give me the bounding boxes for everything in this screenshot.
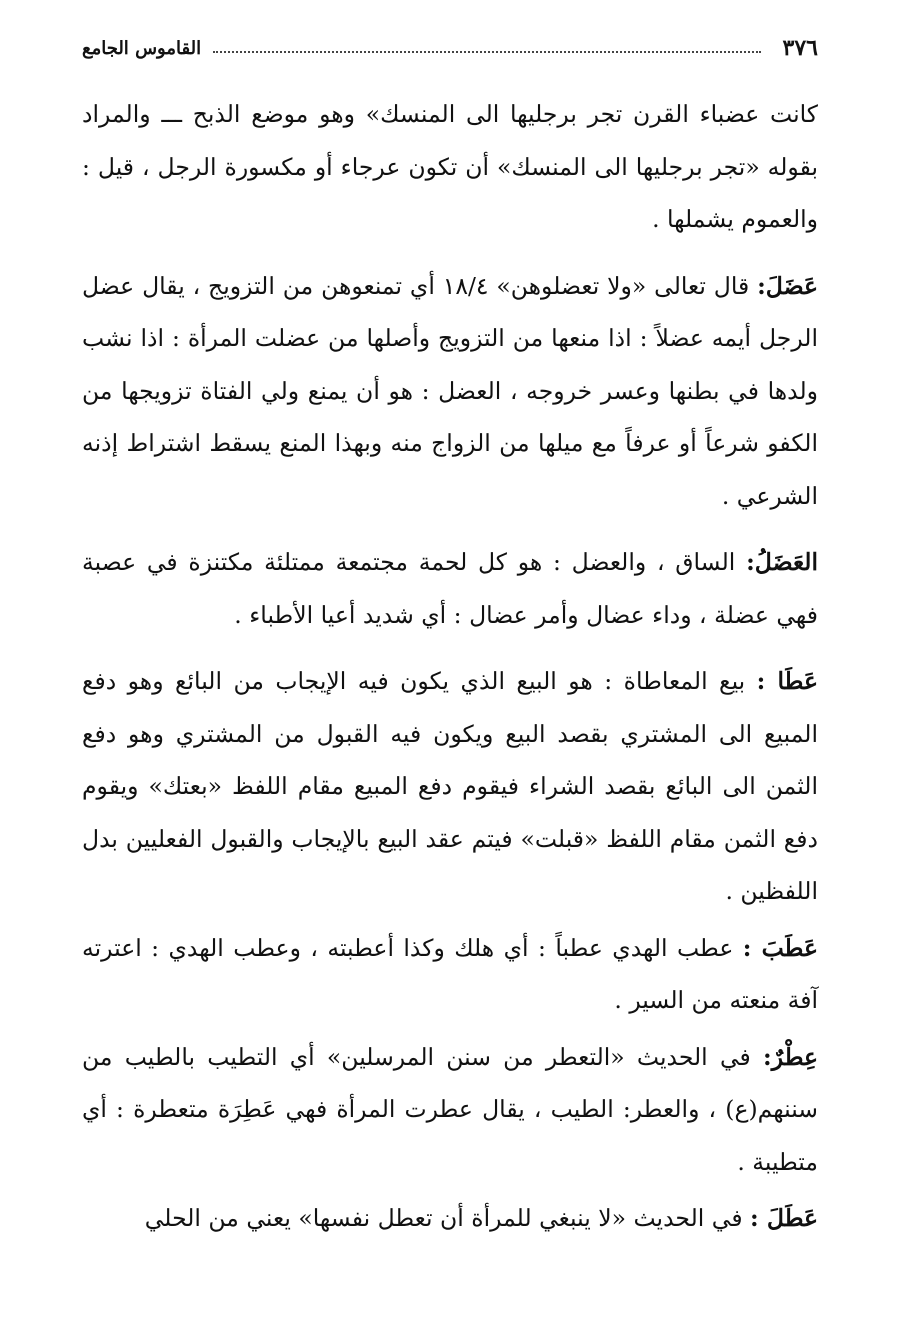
entry-term: عَضَلَ: <box>757 271 818 300</box>
entry-continuation <box>82 88 818 246</box>
entry-text: عطب الهدي عطباً : أي هلك وكذا أعطبته ، وعطب الهدي : اعترته آفة منعته من السير . <box>82 933 818 1014</box>
entry-text: في الحديث «التعطر من سنن المرسلين» أي التطيب بالطيب من سننهم(ع) ، والعطر: الطيب ، يقال عطرت المرأة فهي عَطِرَة متعطرة : أي متطيبة . <box>82 1042 818 1176</box>
entry-ataba <box>82 922 818 1027</box>
entry-text: كانت عضباء القرن تجر برجليها الى المنسك» وهو موضع الذبح ـــ والمراد بقوله «تجر برجليها الى المنسك» أن تكون عرجاء أو مكسورة الرجل ، قيل : والعموم يشملها . <box>82 100 818 233</box>
entry-term: عَطَلَ : <box>750 1204 818 1232</box>
book-title: القاموس الجامع <box>82 37 202 59</box>
entry-term: عَطَا : <box>756 667 818 695</box>
page-header <box>82 30 818 66</box>
entry-term: عَطَبَ : <box>742 933 818 962</box>
entry-adala <box>82 260 818 523</box>
entry-text: بيع المعاطاة : هو البيع الذي يكون فيه الإيجاب من البائع وهو دفع المبيع الى المشتري بقصد البيع ويكون فيه القبول من المشتري وهو دفع الثمن الى البائع بقصد الشراء فيقوم دفع المبيع مقام اللفظ «بعتك» ويقوم دفع الثمن مقام اللفظ «قبلت» فيتم عقد البيع بالإيجاب والقبول الفعليين بدل اللفظين . <box>82 667 818 905</box>
document-page <box>82 30 818 1310</box>
entry-text: قال تعالى «ولا تعضلوهن» ١٨/٤ أي تمنعوهن من التزويج ، يقال عضل الرجل أيمه عضلاً : اذا منعها من التزويج وأصلها من عضلت المرأة : اذا نشب ولدها في بطنها وعسر خروجه ، العضل : هو أن يمنع ولي الفتاة تزويجها من الكفو شرعاً أو عرفاً مع ميلها من الزواج منه وبهذا المنع يسقط اشتراط إذنه الشرعي . <box>82 271 818 510</box>
page-number: ٣٧٦ <box>782 35 818 61</box>
entry-atala <box>82 1192 818 1245</box>
entry-adal <box>82 536 818 641</box>
entry-term: عِطْرٌ: <box>763 1042 818 1071</box>
entry-ata <box>82 655 818 918</box>
entry-text: في الحديث «لا ينبغي للمرأة أن تعطل نفسها» يعني من الحلي <box>144 1204 743 1232</box>
entry-term: العَضَلُ: <box>746 548 818 576</box>
entry-itr <box>82 1031 818 1189</box>
entry-text: الساق ، والعضل : هو كل لحمة مجتمعة ممتلئة مكتنزة في عصبة فهي عضلة ، وداء عضال وأمر عضال : أي شديد أعيا الأطباء . <box>82 548 818 629</box>
dotted-leader <box>213 51 760 53</box>
